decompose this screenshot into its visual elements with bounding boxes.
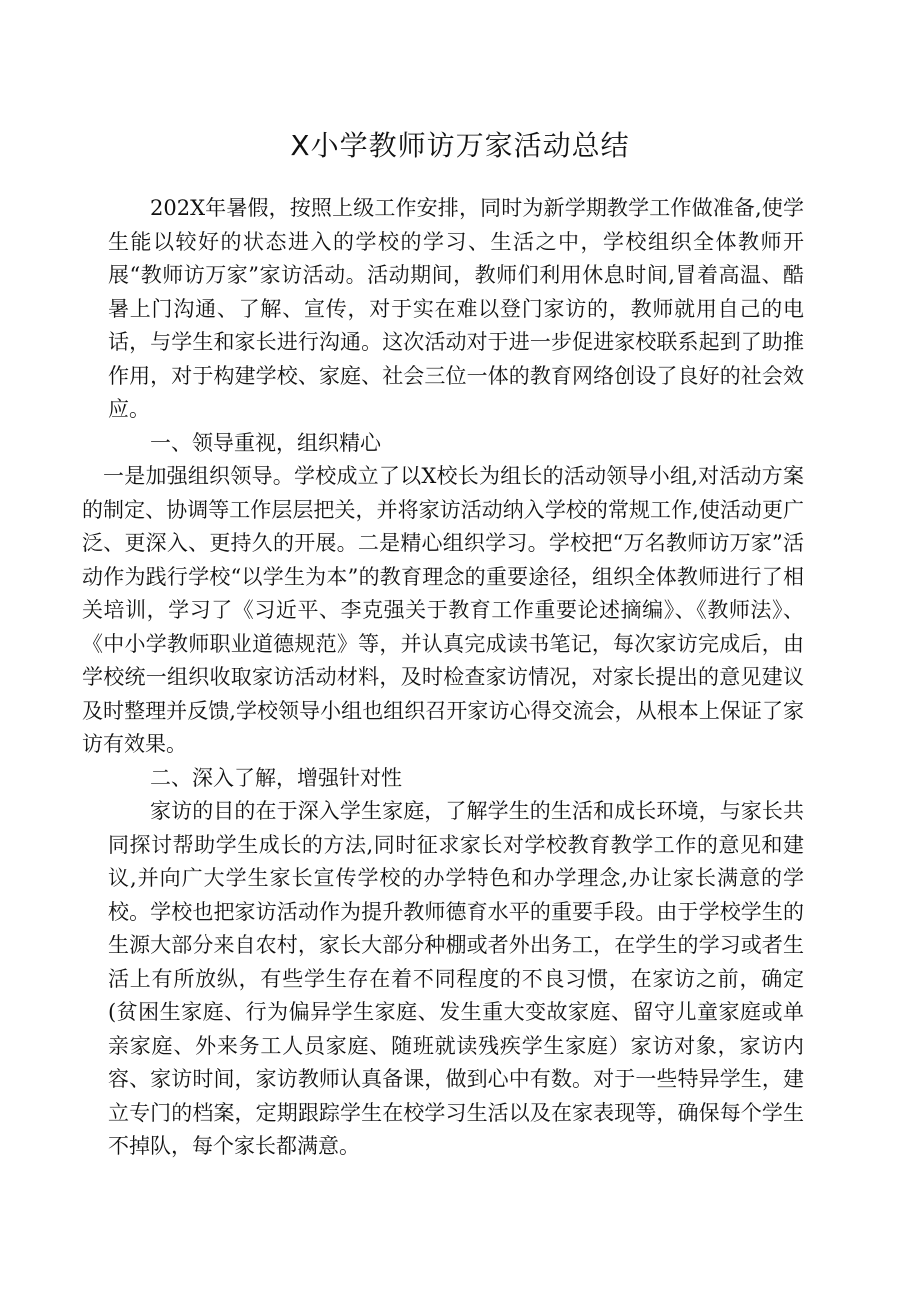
document-title: X小学教师访万家活动总结: [290, 129, 630, 162]
document-body: [82, 192, 804, 1164]
section-1-heading: 一、领导重视，组织精心: [150, 430, 381, 455]
intro-paragraph: 202X年暑假，按照上级工作安排，同时为新学期教学工作做准备,使学生能以较好的状态进入的学校的学习、生活之中，学校组织全体教师开展“教师访万家”家访活动。活动期间，教师们利用休息时间,冒着高温、酷暑上门沟通、了解、宣传，对于实在难以登门家访的，教师就用自己的电话，与学生和家长进行沟通。这次活动对于进一步促进家校联系起到了助推作用，对于构建学校、家庭、社会三位一体的教育网络创设了良好的社会效应。: [108, 196, 804, 421]
section-2-heading: 二、深入了解，增强针对性: [150, 765, 402, 790]
section-1-paragraph: 一是加强组织领导。学校成立了以X校长为组长的活动领导小组,对活动方案的制定、协调等工作层层把关，并将家访活动纳入学校的常规工作,使活动更广泛、更深入、更持久的开展。二是精心组织学习。学校把“万名教师访万家”活动作为践行学校“以学生为本”的教育理念的重要途径，组织全体教师进行了相关培训，学习了《习近平、李克强关于教育工作重要论述摘编》、《教师法》、《中小学教师职业道德规范》等，并认真完成读书笔记，每次家访完成后，由学校统一组织收取家访活动材料，及时检查家访情况，对家长提出的意见建议及时整理并反馈,学校领导小组也组织召开家访心得交流会，从根本上保证了家访有效果。: [82, 464, 804, 756]
section-2-paragraph: 家访的目的在于深入学生家庭，了解学生的生活和成长环境，与家长共同探讨帮助学生成长的方法,同时征求家长对学校教育教学工作的意见和建议,并向广大学生家长宣传学校的办学特色和办学理念,办让家长满意的学校。学校也把家访活动作为提升教师德育水平的重要手段。由于学校学生的生源大部分来自农村，家长大部分种棚或者外出务工，在学生的学习或者生活上有所放纵，有些学生存在着不同程度的不良习惯，在家访之前，确定(贫困生家庭、行为偏异学生家庭、发生重大变故家庭、留守儿童家庭或单亲家庭、外来务工人员家庭、随班就读残疾学生家庭）家访对象，家访内容、家访时间，家访教师认真备课，做到心中有数。对于一些特异学生，建立专门的档案，定期跟踪学生在校学习生活以及在家表现等，确保每个学生不掉队，每个家长都满意。: [108, 799, 804, 1158]
